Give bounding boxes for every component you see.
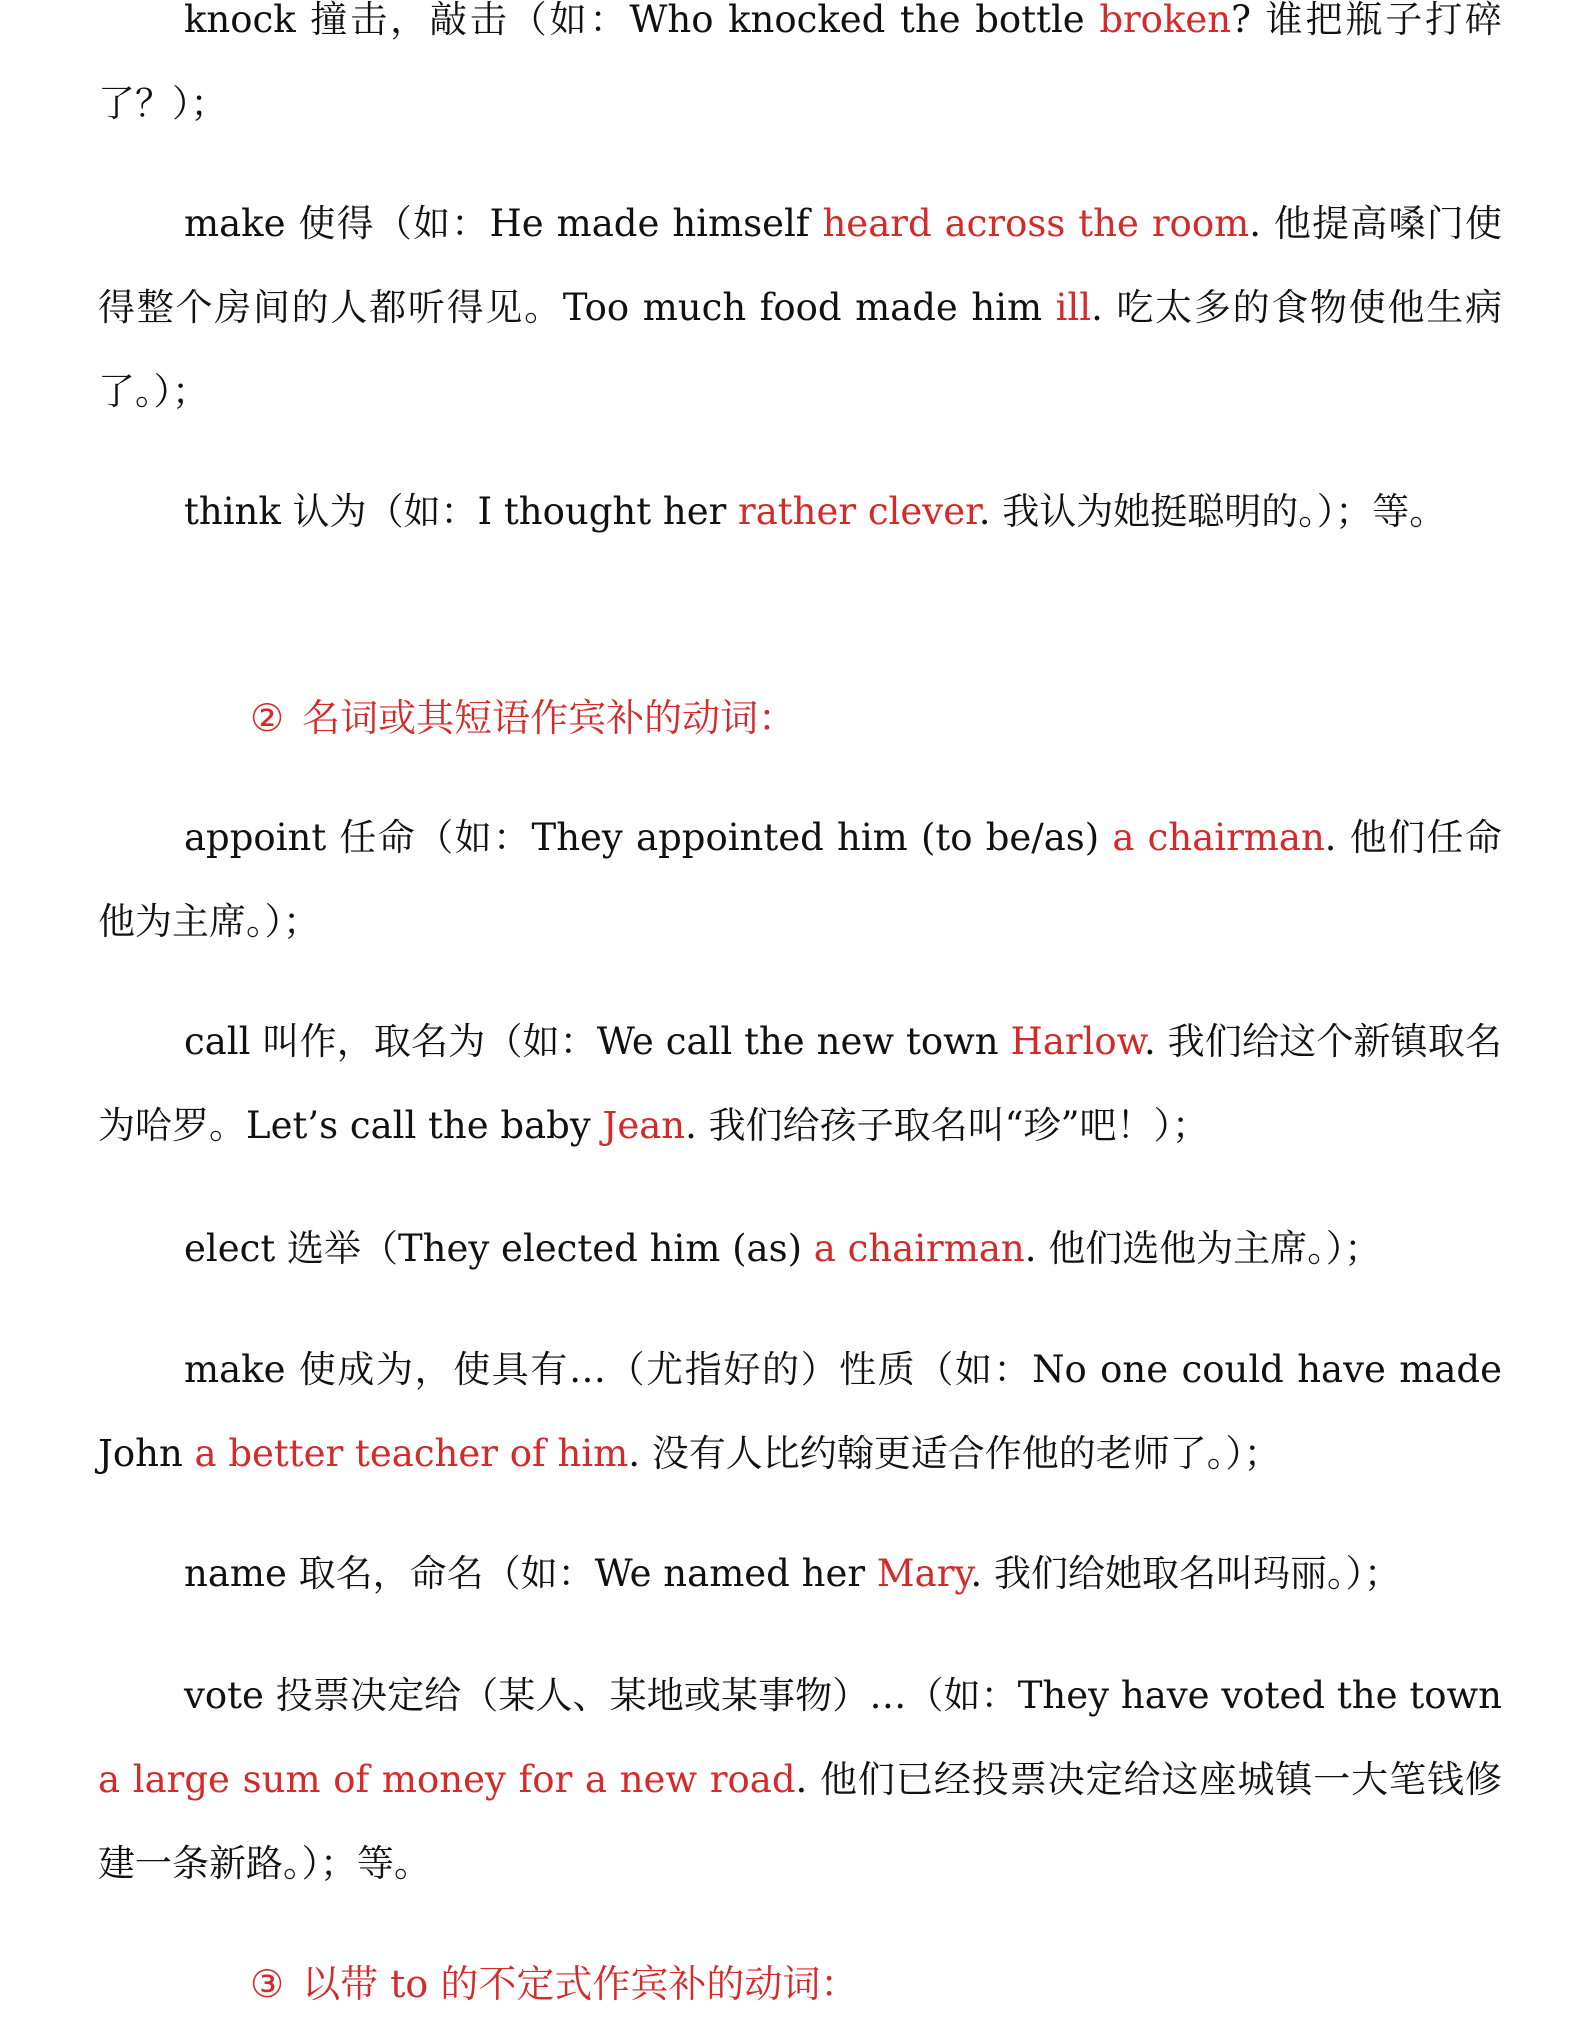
highlight-segment: a better teacher of him: [194, 1432, 629, 1475]
highlight-segment: a large sum of money for a new road: [98, 1758, 796, 1801]
highlight-segment: broken: [1099, 0, 1232, 41]
paragraph-make-1: [98, 182, 1502, 434]
highlight-segment: a chairman: [1112, 816, 1325, 859]
highlight-segment: Jean: [602, 1104, 686, 1147]
heading-text: 以带 to 的不定式作宾补的动词：: [302, 1962, 859, 2006]
text-segment: . 我们给她取名叫玛丽。）；: [970, 1552, 1401, 1595]
text-segment: . 他提高嗓门使得整个房间的人都听得见。Too much food made him: [98, 202, 1502, 329]
text-segment: . 我认为她挺聪明的。）；等。: [978, 490, 1447, 533]
highlight-segment: Harlow: [1010, 1020, 1144, 1063]
text-segment: vote 投票决定给（某人、某地或某事物）…（如：They have voted the town: [184, 1674, 1502, 1717]
text-segment: name 取名，命名（如：We named her: [184, 1552, 877, 1595]
text-segment: make 使成为，使具有…（尤指好的）性质（如：No one could have made John: [98, 1348, 1502, 1475]
highlight-segment: Mary: [876, 1552, 971, 1595]
text-segment: . 他们任命他为主席。）；: [98, 816, 1502, 943]
text-segment: call 叫作，取名为（如：We call the new town: [184, 1020, 1011, 1063]
paragraph-vote: [98, 1654, 1502, 1906]
paragraph-make-2: [98, 1328, 1502, 1496]
highlight-segment: rather clever: [738, 490, 979, 533]
text-segment: . 没有人比约翰更适合作他的老师了。）；: [628, 1432, 1281, 1475]
highlight-segment: heard across the room: [822, 202, 1250, 245]
text-segment: appoint 任命（如：They appointed him (to be/as): [184, 816, 1113, 859]
paragraph-appoint: [98, 796, 1502, 964]
text-segment: . 我们给孩子取名叫“珍”吧！）；: [685, 1104, 1209, 1147]
section-heading-2: [250, 688, 796, 748]
text-segment: . 他们已经投票决定给这座城镇一大笔钱修建一条新路。）；等。: [98, 1758, 1502, 1885]
text-segment: think 认为（如：I thought her: [184, 490, 739, 533]
text-segment: elect 选举（They elected him (as): [184, 1227, 814, 1270]
paragraph-think: [98, 470, 1502, 554]
highlight-segment: ill: [1055, 286, 1092, 329]
paragraph-name: [98, 1532, 1502, 1616]
text-segment: . 他们选他为主席。）；: [1024, 1227, 1382, 1270]
highlight-segment: a chairman: [813, 1227, 1025, 1270]
text-segment: . 我们给这个新镇取名为哈罗。Let’s call the baby: [98, 1020, 1502, 1147]
heading-text: 名词或其短语作宾补的动词：: [302, 696, 797, 740]
text-segment: knock 撞击，敲击（如：Who knocked the bottle: [184, 0, 1100, 41]
paragraph-knock: [98, 0, 1502, 146]
text-segment: . 吃太多的食物使他生病了。）；: [98, 286, 1502, 413]
text-segment: ? 谁把瓶子打碎了？）；: [98, 0, 1502, 125]
paragraph-call: [98, 1000, 1502, 1168]
heading-marker: ③: [250, 1962, 285, 2006]
section-heading-3: [250, 1954, 858, 2014]
heading-marker: ②: [250, 696, 285, 740]
text-segment: make 使得（如：He made himself: [184, 202, 823, 245]
paragraph-elect: [98, 1207, 1502, 1291]
